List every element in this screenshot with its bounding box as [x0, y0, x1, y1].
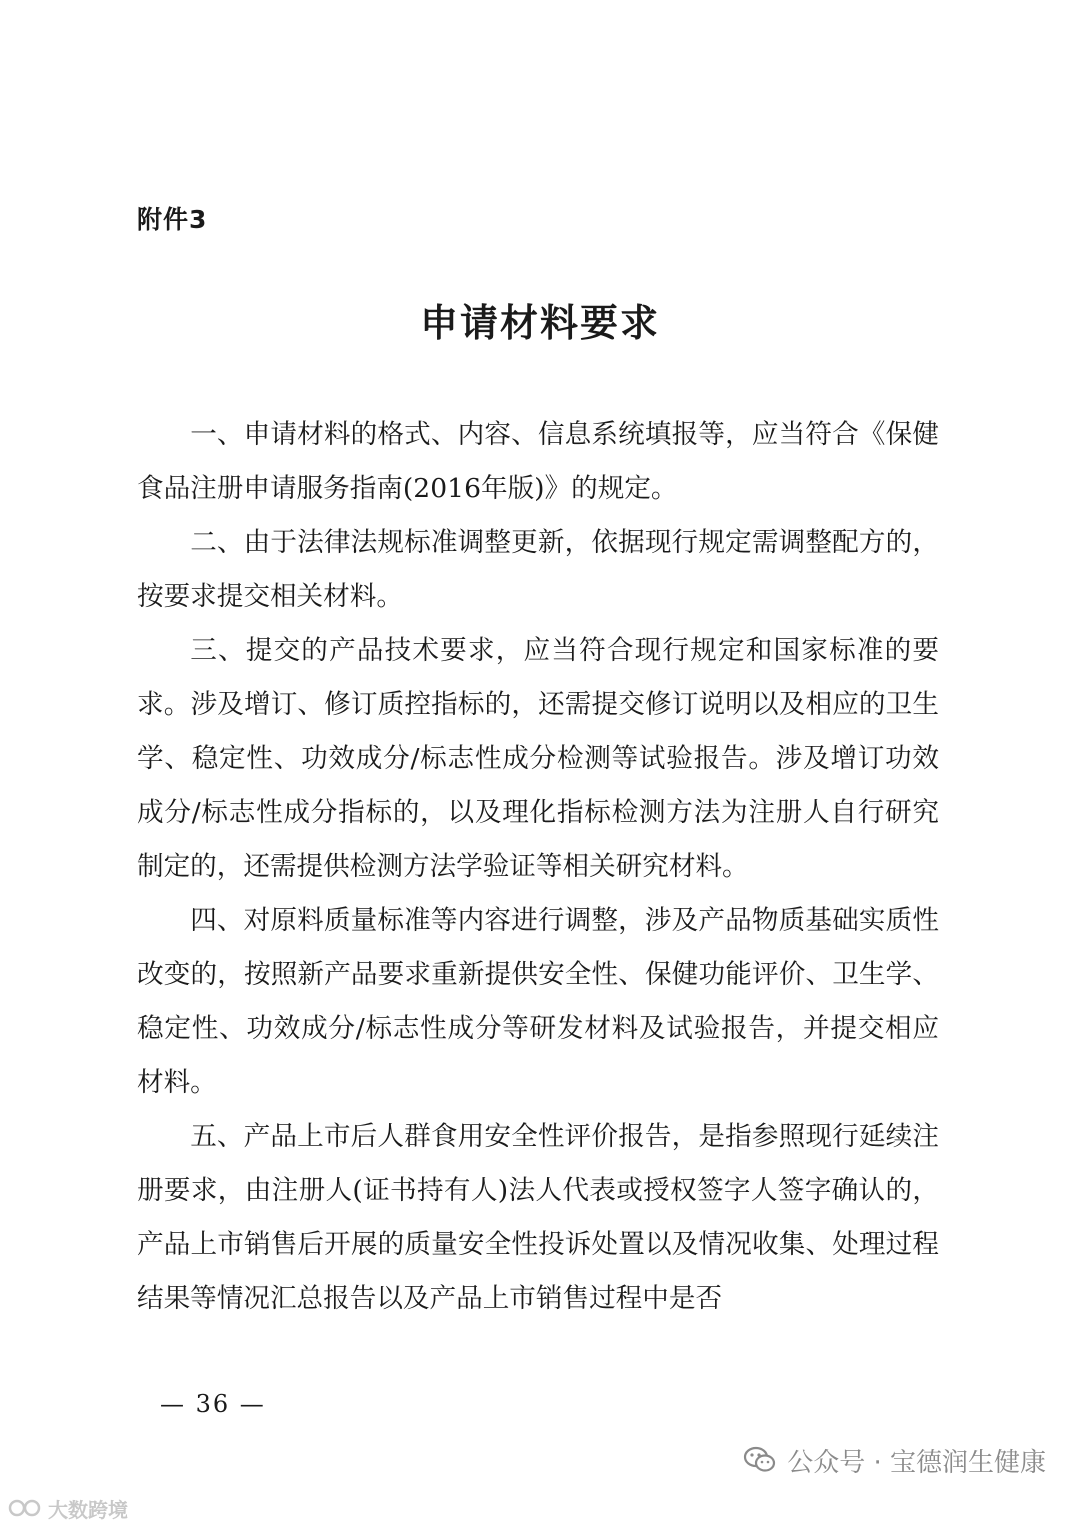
paragraph-2: 二、由于法律法规标准调整更新，依据现行规定需调整配方的，按要求提交相关材料。 — [137, 527, 939, 612]
brand-name: 大数跨境 — [48, 1497, 128, 1522]
brand-watermark — [8, 1494, 128, 1522]
logo-icon — [8, 1497, 42, 1519]
account-name: 公众号 · 宝德润生健康 — [787, 1447, 1046, 1478]
wechat-icon — [743, 1445, 777, 1475]
attachment-label: 附件3 — [137, 205, 208, 234]
document-body — [137, 408, 939, 1326]
account-watermark — [743, 1442, 1046, 1478]
paragraph-1: 一、申请材料的格式、内容、信息系统填报等，应当符合《保健食品注册申请服务指南(2016年版)》的规定。 — [137, 419, 939, 504]
page-number: — 36 — — [160, 1390, 266, 1418]
page-title: 申请材料要求 — [419, 301, 660, 345]
paragraph-3: 三、提交的产品技术要求，应当符合现行规定和国家标准的要求。涉及增订、修订质控指标的，还需提交修订说明以及相应的卫生学、稳定性、功效成分/标志性成分检测等试验报告。涉及增订功效成分/标志性成分指标的，以及理化指标检测方法为注册人自行研究制定的，还需提供检测方法学验证等相关研究材料。 — [137, 635, 939, 882]
paragraph-4: 四、对原料质量标准等内容进行调整，涉及产品物质基础实质性改变的，按照新产品要求重新提供安全性、保健功能评价、卫生学、稳定性、功效成分/标志性成分等研发材料及试验报告，并提交相应材料。 — [137, 905, 939, 1098]
paragraph-5: 五、产品上市后人群食用安全性评价报告，是指参照现行延续注册要求，由注册人(证书持有人)法人代表或授权签字人签字确认的，产品上市销售后开展的质量安全性投诉处置以及情况收集、处理过程结果等情况汇总报告以及产品上市销售过程中是否 — [137, 1121, 939, 1314]
